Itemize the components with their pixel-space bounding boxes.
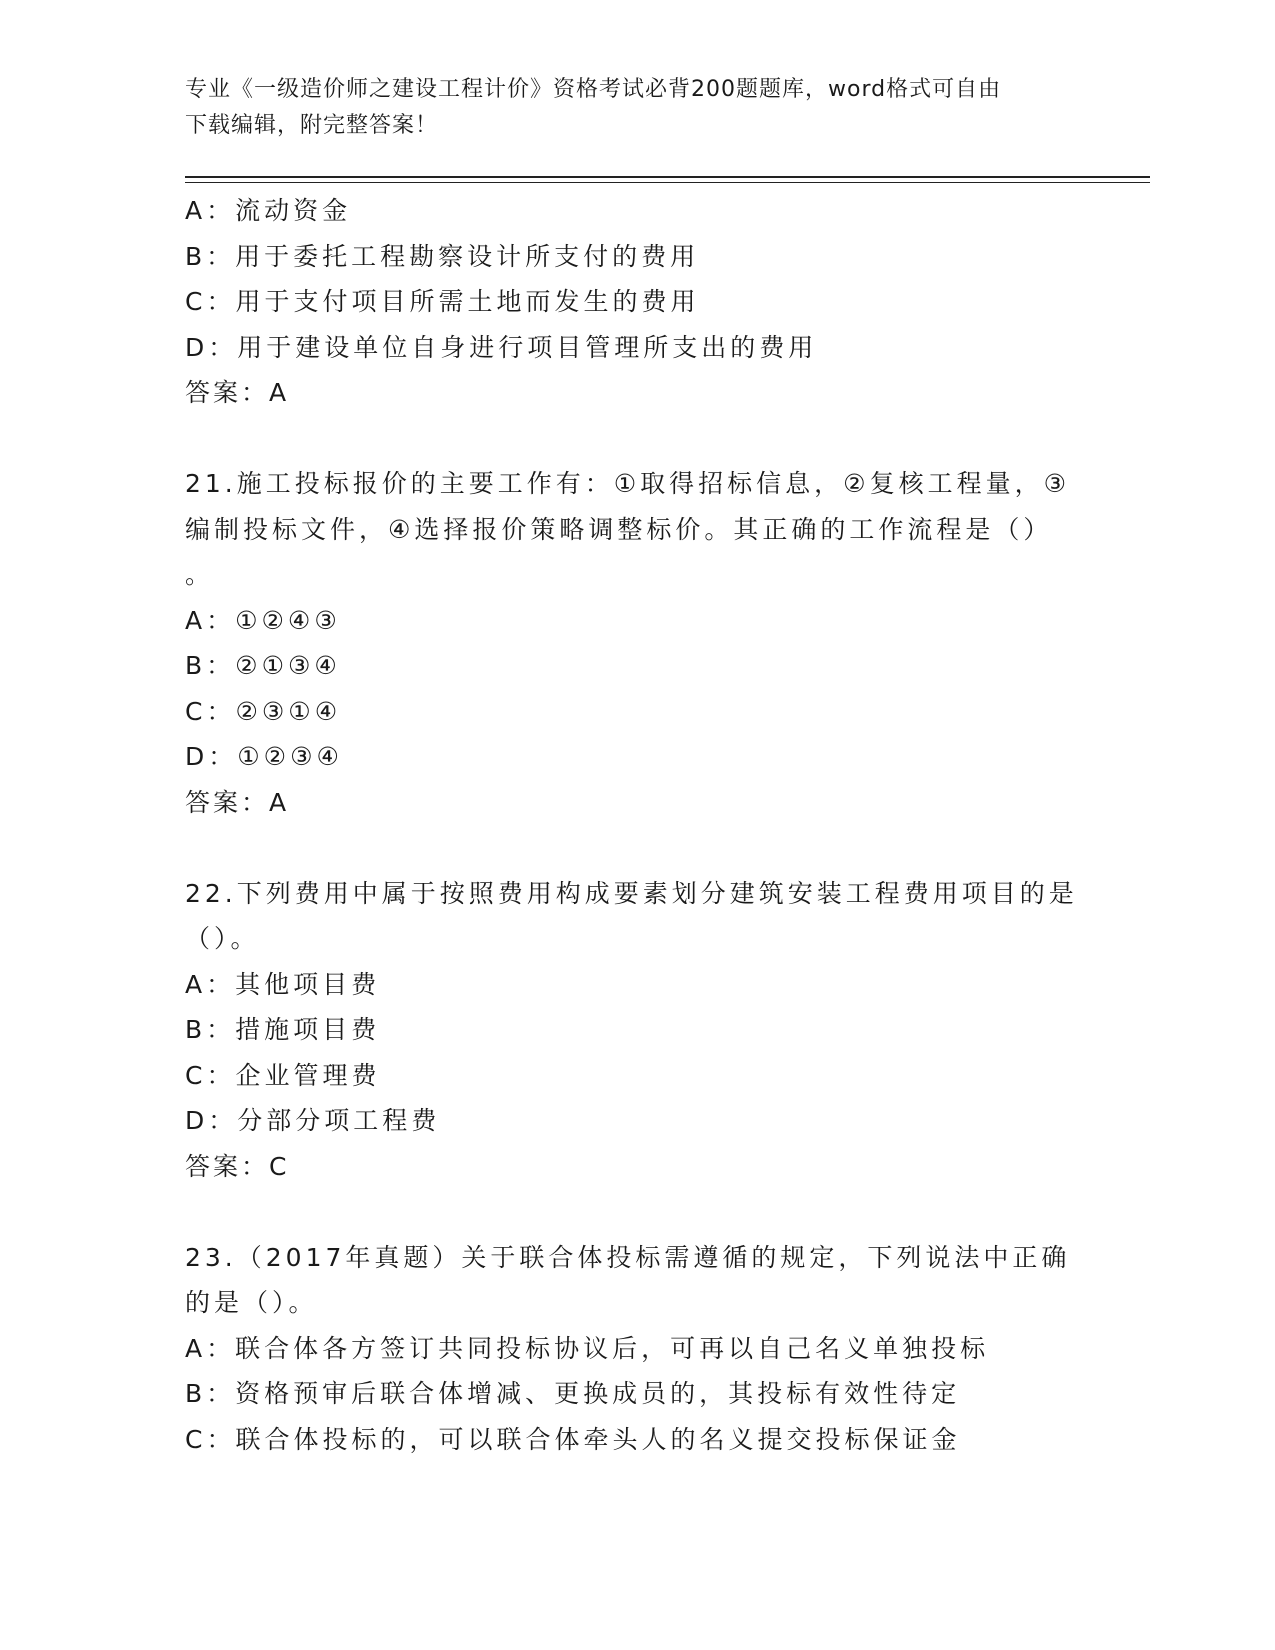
option-b: B：措施项目费 <box>185 1015 381 1044</box>
answer: 答案：A <box>185 378 290 407</box>
header-line-1: 专业《一级造价师之建设工程计价》资格考试必背200题题库，word格式可自由 <box>185 77 1002 102</box>
question-21 <box>185 461 1085 825</box>
option-c: C：用于支付项目所需土地而发生的费用 <box>185 287 700 316</box>
option-c: C：企业管理费 <box>185 1060 381 1090</box>
header-line-2: 下载编辑，附完整答案！ <box>185 113 439 138</box>
question-text-tail: 。 <box>185 560 215 589</box>
header-rule-thin <box>185 182 1150 183</box>
option-b: B：②①③④ <box>185 651 341 680</box>
option-a: A：其他项目费 <box>185 969 381 999</box>
spacer <box>185 1189 1085 1235</box>
option-a: A：联合体各方签订共同投标协议后，可再以自己名义单独投标 <box>185 1333 990 1363</box>
option-b: B：用于委托工程勘察设计所支付的费用 <box>185 241 700 271</box>
answer: 答案：A <box>185 787 290 817</box>
question-list <box>185 188 1085 1462</box>
question-text: 21.施工投标报价的主要工作有：①取得招标信息，②复核工程量，③编制投标文件，④选择报价策略调整标价。其正确的工作流程是（） <box>185 469 1070 544</box>
option-c: C：②③①④ <box>185 696 342 726</box>
option-d: D：①②③④ <box>185 742 343 771</box>
option-c: C：联合体投标的，可以联合体牵头人的名义提交投标保证金 <box>185 1424 961 1454</box>
option-d: D：分部分项工程费 <box>185 1106 441 1135</box>
spacer <box>185 416 1085 462</box>
page-header <box>185 72 1065 144</box>
question-23 <box>185 1235 1085 1463</box>
question-text: 22.下列费用中属于按照费用构成要素划分建筑安装工程费用项目的是（）。 <box>185 878 1078 953</box>
option-a: A：流动资金 <box>185 196 352 225</box>
option-a: A：①②④③ <box>185 605 341 635</box>
spacer <box>185 825 1085 871</box>
option-b: B：资格预审后联合体增减、更换成员的，其投标有效性待定 <box>185 1379 961 1408</box>
question-text: 23.（2017年真题）关于联合体投标需遵循的规定，下列说法中正确的是（）。 <box>185 1242 1071 1317</box>
header-rule-thick <box>185 176 1150 178</box>
answer: 答案：C <box>185 1151 290 1181</box>
question-20 <box>185 188 1085 416</box>
option-d: D：用于建设单位自身进行项目管理所支出的费用 <box>185 332 818 362</box>
question-22 <box>185 871 1085 1190</box>
